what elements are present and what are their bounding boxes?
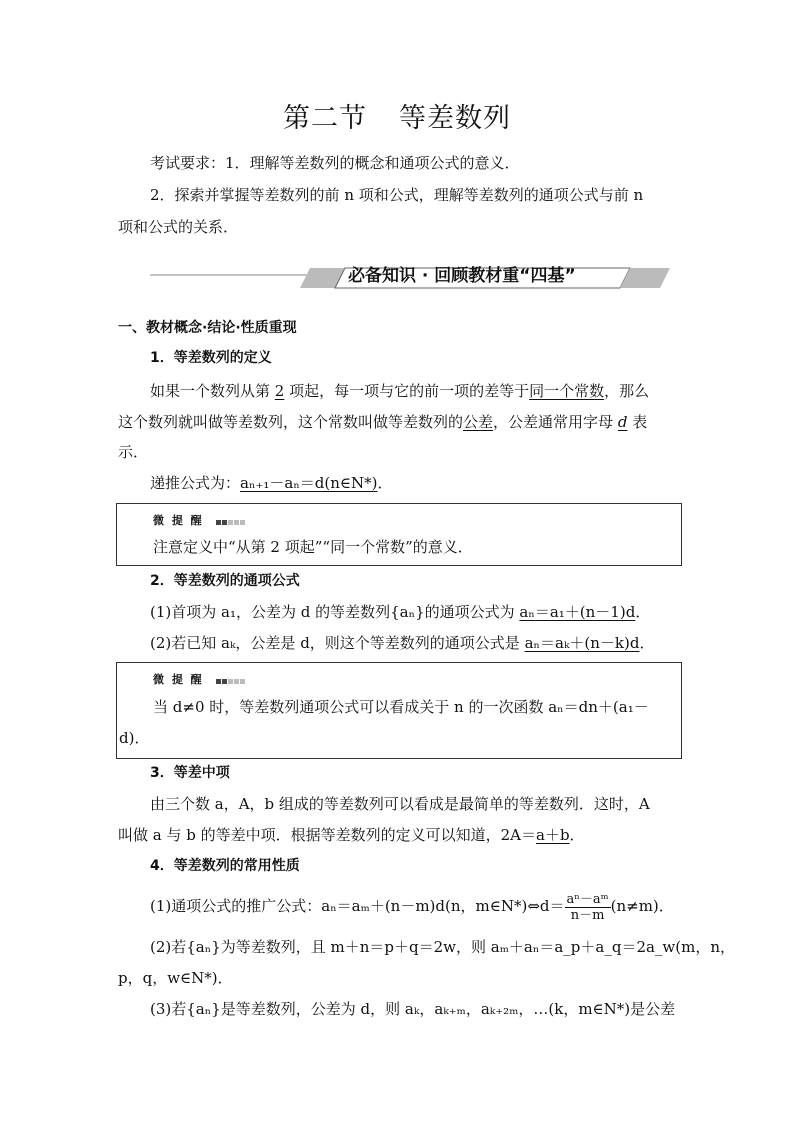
middle-term-line2: 叫做 a 与 b 的等差中项．根据等差数列的定义可以知道，2A＝a＋b．: [118, 826, 585, 844]
general-term-2: (2)若已知 aₖ，公差是 d，则这个等差数列的通项公式是 aₙ＝aₖ＋(n－k)d．: [150, 634, 655, 652]
fraction: $\frac{\text{aⁿ－aᵐ}}{n-m}$: [566, 891, 609, 923]
definition-line1: 如果一个数列从第 2 项起，每一项与它的前一项的差等于同一个常数，那么: [150, 382, 650, 400]
subheading-middle-term: 3．等差中项: [150, 765, 230, 781]
tip-box-1: [116, 503, 682, 566]
property-1: (1)通项公式的推广公式：aₙ＝aₘ＋(n－m)d(n，m∈N*)⇔d＝ $\frac{\text{aⁿ－aᵐ}}{n-m}$ (n≠m)．: [150, 891, 674, 923]
subheading-properties: 4．等差数列的常用性质: [150, 858, 300, 874]
property-2-line1: (2)若{aₙ}为等差数列，且 m＋n＝p＋q＝2w，则 aₘ＋aₙ＝a_p＋a_q＝2a_w(m，n，: [150, 938, 736, 956]
tip-label: 微 提 醒: [153, 512, 246, 528]
definition-line2: 这个数列就叫做等差数列，这个常数叫做等差数列的公差，公差通常用字母 d 表: [118, 413, 648, 431]
tip-label: 微 提 醒: [153, 671, 246, 687]
title-topic: 等差数列: [399, 103, 511, 134]
tip-text-2a: 当 d≠0 时，等差数列通项公式可以看成关于 n 的一次函数 aₙ＝dn＋(a₁－: [153, 698, 649, 716]
subheading-general-term: 2．等差数列的通项公式: [150, 573, 300, 589]
tip-box-2: [116, 662, 682, 759]
property-2-line2: p，q，w∈N*)．: [118, 969, 233, 987]
exam-requirement-line2: 2．探索并掌握等差数列的前 n 项和公式，理解等差数列的通项公式与前 n: [150, 186, 644, 204]
banner-title: 必备知识 · 回顾教材重“四基”: [348, 266, 576, 286]
tip-text-2b: d)．: [119, 729, 150, 747]
title-section: 第二节: [283, 103, 367, 134]
exam-requirement-line1: 考试要求：1．理解等差数列的概念和通项公式的意义．: [150, 154, 520, 172]
tip-text-1: 注意定义中“从第 2 项起”“同一个常数”的意义．: [153, 538, 473, 556]
section-heading: 一、教材概念·结论·性质重现: [118, 320, 297, 336]
exam-requirement-line3: 项和公式的关系．: [118, 218, 239, 236]
property-3-line1: (3)若{aₙ}是等差数列，公差为 d，则 aₖ，aₖ₊ₘ，aₖ₊₂ₘ，…(k，m∈N*)是公差: [150, 1000, 676, 1018]
recurrence-formula: 递推公式为：aₙ₊₁－aₙ＝d(n∈N*)．: [150, 474, 393, 492]
page-title: [0, 96, 794, 135]
general-term-1: (1)首项为 a₁，公差为 d 的等差数列{aₙ}的通项公式为 aₙ＝a₁＋(n－1)d．: [150, 603, 651, 621]
subheading-definition: 1．等差数列的定义: [150, 350, 272, 366]
middle-term-line1: 由三个数 a，A，b 组成的等差数列可以看成是最简单的等差数列．这时，A: [150, 795, 650, 813]
definition-line3: 示．: [118, 443, 149, 461]
